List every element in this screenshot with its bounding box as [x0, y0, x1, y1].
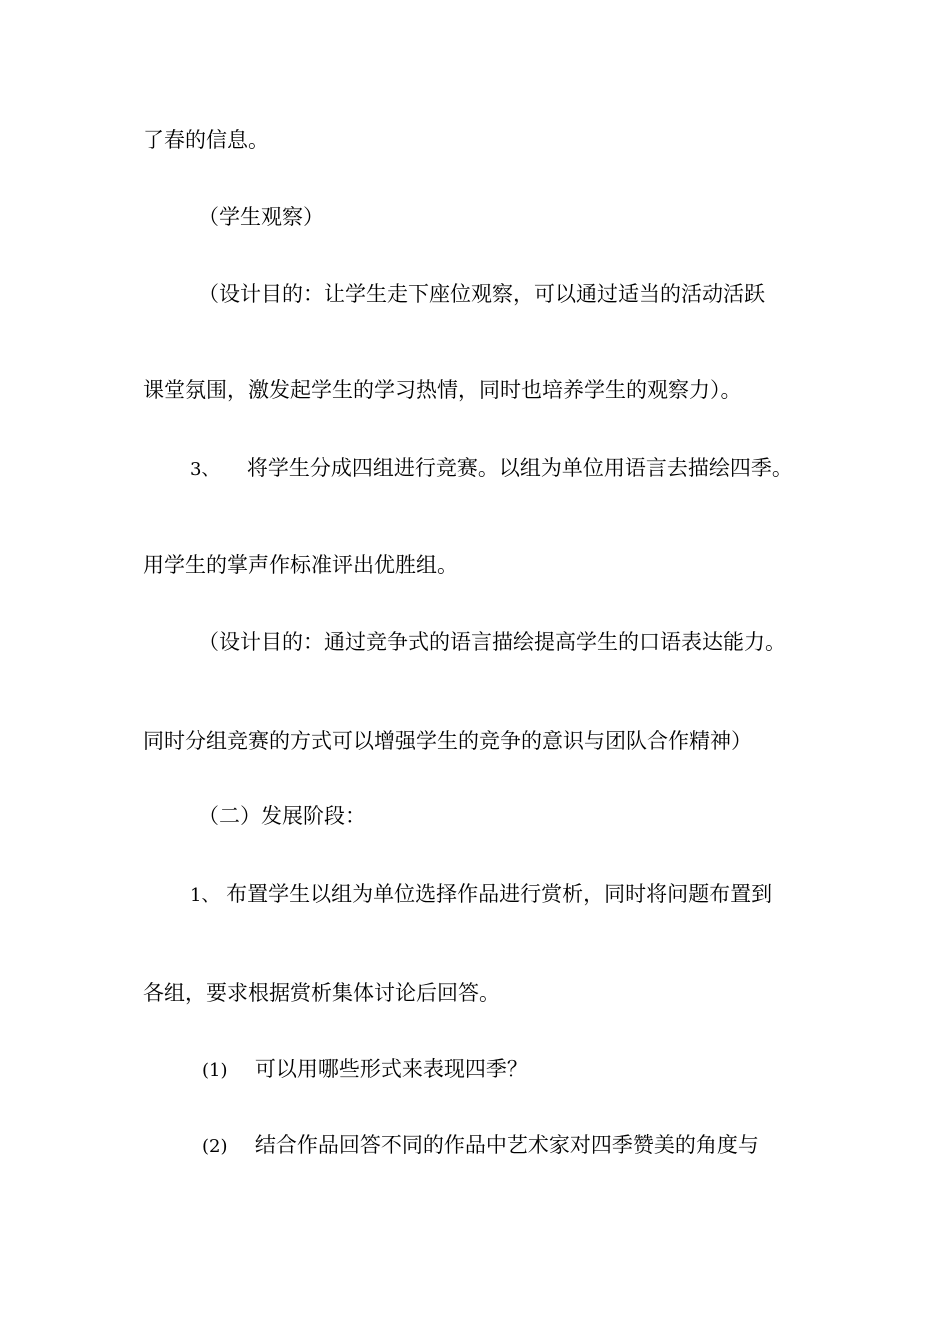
paragraph-line [198, 279, 765, 309]
line-text: （设计目的：让学生走下座位观察，可以通过适当的活动活跃 [198, 282, 765, 306]
question-1 [202, 1054, 528, 1086]
question-marker: (1) [202, 1060, 228, 1081]
line-text: 同时分组竞赛的方式可以增强学生的竞争的意识与团队合作精神） [143, 729, 752, 753]
paragraph-line [143, 978, 500, 1008]
line-text: （设计目的：通过竞争式的语言描绘提高学生的口语表达能力。 [198, 630, 786, 654]
line-text: 了春的信息。 [143, 128, 269, 152]
line-text: 用学生的掌声作标准评出优胜组。 [143, 553, 458, 577]
question-2 [202, 1130, 759, 1162]
list-item-1 [190, 879, 772, 911]
question-marker: (2) [202, 1136, 228, 1157]
line-text: 将学生分成四组进行竞赛。以组为单位用语言去描绘四季。 [246, 456, 793, 480]
paragraph-line [143, 550, 458, 580]
paragraph-line [143, 375, 742, 405]
paragraph-line [198, 627, 786, 657]
paragraph-line [143, 125, 269, 155]
list-marker: 1、 [190, 885, 220, 906]
line-text: （学生观察） [198, 205, 324, 229]
line-text: 布置学生以组为单位选择作品进行赏析，同时将问题布置到 [226, 882, 773, 906]
line-text: 各组，要求根据赏析集体讨论后回答。 [143, 981, 500, 1005]
list-marker: 3、 [190, 459, 220, 480]
list-item-3 [190, 453, 793, 485]
section-heading [198, 801, 366, 831]
paragraph-line [198, 202, 324, 232]
line-text: 结合作品回答不同的作品中艺术家对四季赞美的角度与 [254, 1133, 759, 1157]
line-text: 课堂氛围，激发起学生的学习热情，同时也培养学生的观察力）。 [143, 378, 742, 402]
line-text: 可以用哪些形式来表现四季？ [254, 1057, 528, 1081]
paragraph-line [143, 726, 752, 756]
line-text: （二）发展阶段： [198, 804, 366, 828]
